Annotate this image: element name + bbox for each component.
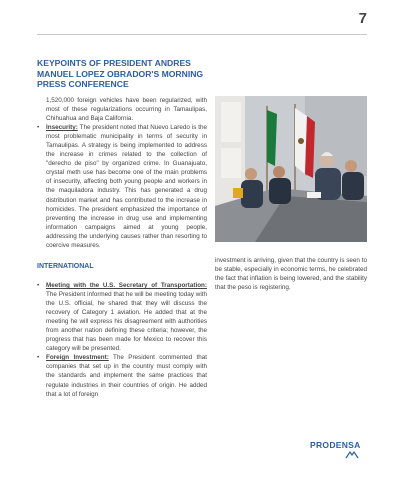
brand-logo: PRODENSA bbox=[310, 440, 361, 450]
bullet-meeting bbox=[37, 281, 207, 353]
bullet-label: Meeting with the U.S. Secretary of Transportation: bbox=[46, 282, 207, 289]
intro-paragraph: 1,520,000 foreign vehicles have been regularized, with most of these regularizations occurring in Tamaulipas, Chihuahua and Baja California. bbox=[46, 97, 207, 123]
bullet-label: Foreign Investment: bbox=[46, 354, 109, 362]
left-column-top bbox=[37, 96, 207, 250]
bullet-text: The President commented that companies that set up in the country must comply with the standards and implement the same practices that regulate industries in their countries of origin. He added that a lot of foreign bbox=[46, 354, 207, 398]
bullet-text: The president noted that Nuevo Laredo is the most problematic municipality in terms of security in Tamaulipas. A strategy is being implemented to address the increase in crimes related to the collection of "derecho de piso" by organized crime. In Guanajuato, crystal meth use has become one of the main problems of insecurity, affecting both young people and workers in the maquiladora industry. This has generated a drug distribution market and has contributed to the increase in homicides. The president emphasized the importance of preventing the increase in drug use and implementing information campaigns aimed at young people, addressing the underlying causes rather than resorting to coercive measures. bbox=[46, 124, 207, 249]
top-divider bbox=[37, 34, 367, 35]
bullet-label: Insecurity: bbox=[46, 124, 78, 132]
photo-illustration bbox=[215, 96, 367, 242]
brand-mark-icon bbox=[345, 451, 359, 461]
bullet-foreign-investment bbox=[37, 353, 207, 398]
right-column bbox=[215, 256, 367, 292]
press-conference-photo bbox=[215, 96, 367, 242]
page-heading: KEYPOINTS OF PRESIDENT ANDRES MANUEL LOPEZ OBRADOR'S MORNING PRESS CONFERENCE bbox=[37, 58, 204, 89]
page-number: 7 bbox=[358, 10, 367, 27]
bullet-text: The President informed that he will be meeting today with the U.S. official, he shared that they will discuss the recovery of Category 1 aviation. He added that at the meeting he will express his disagreement with authorities from another nation defining these criteria; however, the progress that has been made for Mexico to recover this category will be presented. bbox=[46, 291, 207, 353]
bullet-insecurity bbox=[37, 123, 207, 250]
left-column-bottom bbox=[37, 281, 207, 399]
section-heading-international: INTERNATIONAL bbox=[37, 263, 94, 270]
right-column-paragraph: investment is arriving, given that the country is seen to be stable, especially in economic terms, he celebrated the fact that inflation is being lowered, and the stability that the peso is registering. bbox=[215, 257, 367, 292]
